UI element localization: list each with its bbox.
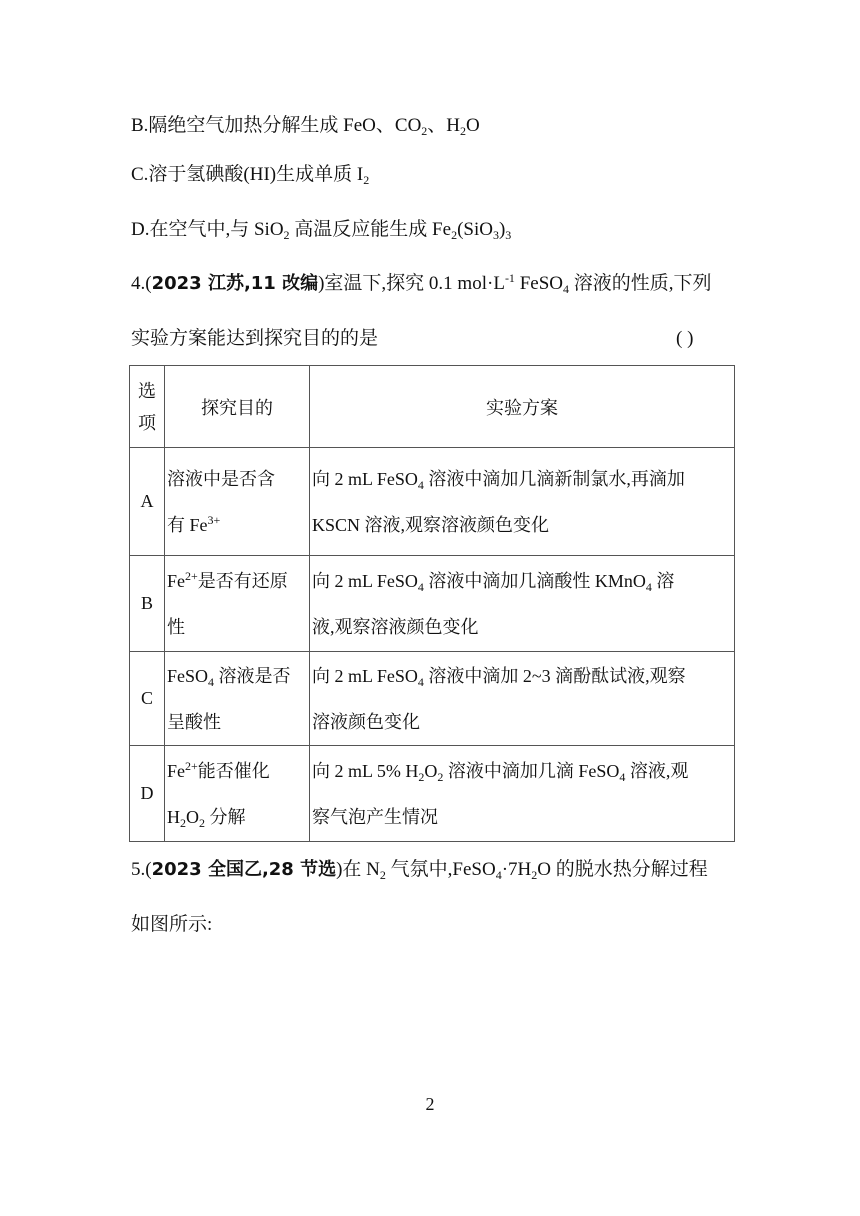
table-row: [130, 448, 735, 556]
option-d-text: ): [498, 219, 506, 240]
question-text: FeSO: [514, 273, 563, 294]
subscript: 4: [208, 674, 215, 689]
subscript: 2: [363, 173, 370, 187]
row-scheme: [310, 556, 735, 652]
table-row: [130, 746, 735, 842]
purpose-text: Fe: [167, 570, 185, 591]
table-header-row: [130, 366, 735, 448]
purpose-text: 溶液中是否含: [167, 468, 275, 489]
question-number: 5.(: [131, 859, 152, 880]
question-text: 气氛中,FeSO: [385, 859, 496, 880]
question-number: 4.(: [131, 273, 152, 294]
subscript: 4: [619, 769, 626, 784]
scheme-text: 溶: [651, 570, 675, 591]
purpose-text: 溶液是否: [214, 665, 291, 686]
scheme-text: KSCN 溶液,观察溶液颜色变化: [312, 514, 550, 535]
purpose-text: 是否有还原: [197, 570, 288, 591]
row-option: B: [130, 556, 165, 652]
option-b-text: 、H: [427, 115, 461, 136]
scheme-text: 溶液,观: [625, 760, 689, 781]
row-scheme: [310, 448, 735, 556]
header-option-line-2: 项: [138, 412, 156, 433]
subscript: 2: [283, 228, 290, 242]
subscript: 2: [379, 868, 386, 882]
question-source: 2023 江苏,11 改编: [151, 273, 319, 294]
scheme-text: 向 2 mL 5% H: [312, 760, 419, 781]
scheme-text: 溶液颜色变化: [312, 711, 420, 732]
question-5-line-2: 如图所示:: [131, 914, 213, 935]
question-text: )室温下,探究 0.1 mol·L: [318, 273, 505, 294]
row-purpose: [165, 448, 310, 556]
option-d-line: [131, 218, 511, 242]
subscript: 4: [417, 477, 424, 492]
subscript: 2: [451, 228, 458, 242]
table-row: [130, 652, 735, 746]
subscript: 4: [495, 868, 502, 882]
subscript: 4: [645, 579, 652, 594]
table-row: [130, 556, 735, 652]
subscript: 2: [531, 868, 538, 882]
scheme-text: 溶液中滴加几滴新制氯水,再滴加: [423, 468, 685, 489]
page-number: 2: [425, 1094, 435, 1114]
superscript: 2+: [185, 758, 198, 773]
scheme-text: 溶液中滴加几滴 FeSO: [443, 760, 620, 781]
subscript: 2: [437, 769, 444, 784]
scheme-text: 察气泡产生情况: [312, 806, 438, 827]
scheme-text: 溶液中滴加几滴酸性 KMnO: [423, 570, 646, 591]
option-c-text: C.溶于氢碘酸(HI)生成单质 I: [131, 164, 364, 185]
question-4-line-1: [131, 272, 712, 296]
subscript: 4: [562, 282, 569, 296]
experiment-table: [129, 365, 735, 842]
option-d-text: (SiO: [457, 219, 493, 240]
subscript: 2: [460, 124, 467, 138]
question-text: )在 N: [336, 859, 380, 880]
scheme-text: 液,观察溶液颜色变化: [312, 616, 479, 637]
answer-blank: ( ): [676, 328, 694, 349]
purpose-text: O: [186, 806, 199, 827]
purpose-text: 能否催化: [197, 760, 270, 781]
question-5-line-1: [131, 858, 708, 882]
scheme-text: 溶液中滴加 2~3 滴酚酞试液,观察: [423, 665, 686, 686]
subscript: 3: [505, 228, 512, 242]
option-d-text: D.在空气中,与 SiO: [131, 219, 284, 240]
purpose-text: 呈酸性: [167, 711, 221, 732]
question-text: 溶液的性质,下列: [568, 273, 712, 294]
row-purpose: [165, 746, 310, 842]
row-option: D: [130, 746, 165, 842]
option-c-line: [131, 163, 369, 187]
row-purpose: [165, 556, 310, 652]
purpose-text: FeSO: [167, 665, 209, 686]
subscript: 2: [421, 124, 428, 138]
header-purpose: 探究目的: [165, 366, 310, 448]
purpose-text: 有 Fe: [167, 514, 208, 535]
subscript: 3: [492, 228, 499, 242]
subscript: 4: [417, 579, 424, 594]
purpose-text: Fe: [167, 760, 185, 781]
option-b-text: O: [466, 115, 480, 136]
superscript: -1: [504, 271, 515, 285]
row-scheme: [310, 652, 735, 746]
scheme-text: 向 2 mL FeSO: [312, 468, 418, 489]
question-text: O 的脱水热分解过程: [537, 859, 708, 880]
subscript: 4: [417, 674, 424, 689]
scheme-text: 向 2 mL FeSO: [312, 570, 418, 591]
purpose-text: H: [167, 806, 180, 827]
question-4-line-2: 实验方案能达到探究目的的是: [131, 328, 379, 349]
purpose-text: 分解: [205, 806, 246, 827]
option-d-text: 高温反应能生成 Fe: [289, 219, 452, 240]
row-scheme: [310, 746, 735, 842]
question-source: 2023 全国乙,28 节选: [151, 859, 337, 880]
header-option: [130, 366, 165, 448]
superscript: 2+: [185, 568, 198, 583]
subscript: 2: [418, 769, 425, 784]
question-text: ·7H: [501, 859, 532, 880]
row-option: C: [130, 652, 165, 746]
row-purpose: [165, 652, 310, 746]
subscript: 2: [180, 815, 186, 830]
superscript: 3+: [207, 512, 221, 527]
row-option: A: [130, 448, 165, 556]
subscript: 2: [199, 815, 205, 830]
option-b-line: [131, 114, 480, 138]
header-scheme: 实验方案: [310, 366, 735, 448]
purpose-text: 性: [167, 616, 185, 637]
option-b-text: B.隔绝空气加热分解生成 FeO、CO: [131, 115, 422, 136]
scheme-text: 向 2 mL FeSO: [312, 665, 418, 686]
scheme-text: O: [424, 760, 438, 781]
header-option-line-1: 选: [138, 380, 156, 401]
